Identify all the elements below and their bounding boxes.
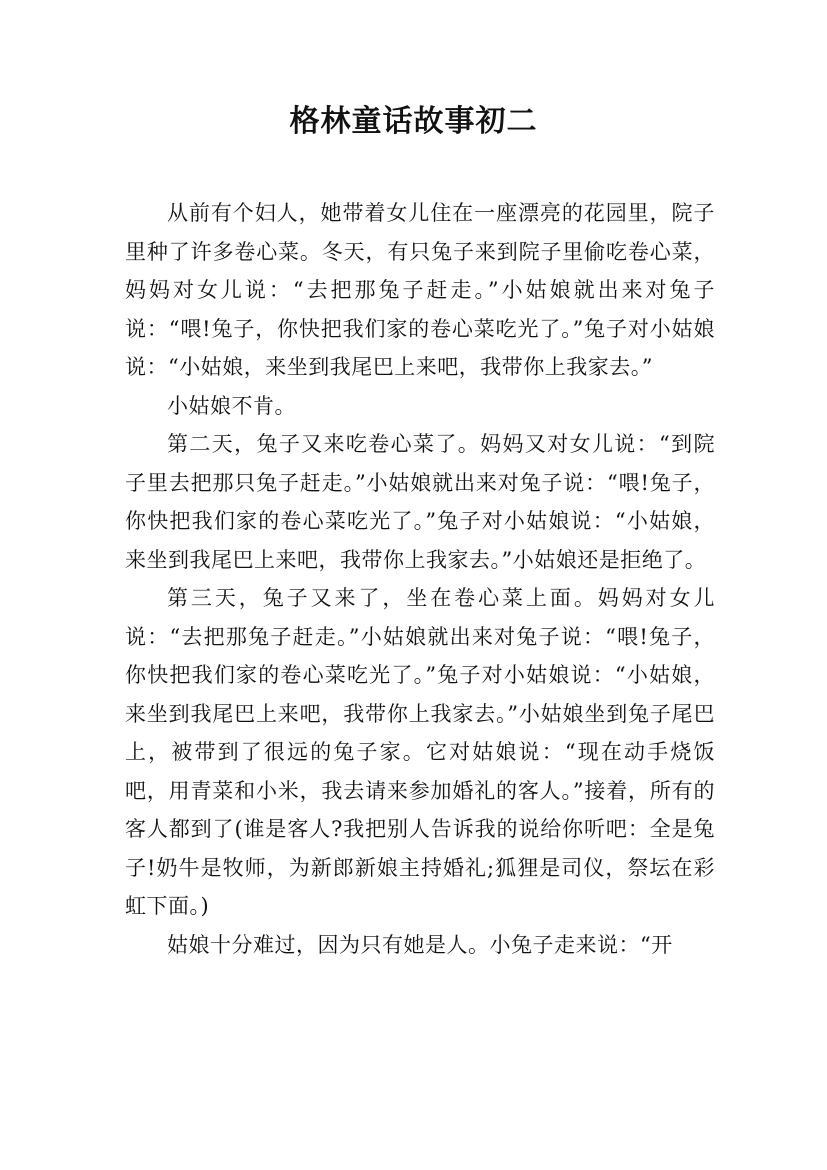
paragraph-4: 第三天，兔子又来了，坐在卷心菜上面。妈妈对女儿说：“去把那兔子赶走。”小姑娘就出来对兔子说：“喂!兔子，你快把我们家的卷心菜吃光了。”兔子对小姑娘说：“小姑娘，来坐到我尾巴上来吧，我带你上我家去。”小姑娘坐到兔子尾巴上，被带到了很远的兔子家。它对姑娘说：“现在动手烧饭吧，用青菜和小米，我去请来参加婚礼的客人。”接着，所有的客人都到了(谁是客人?我把别人告诉我的说给你听吧：全是兔子!奶牛是牧师，为新郎新娘主持婚礼;狐狸是司仪，祭坛在彩虹下面。) (125, 586, 715, 918)
paragraph-2: 小姑娘不肯。 (167, 393, 296, 418)
paragraph-1: 从前有个妇人，她带着女儿住在一座漂亮的花园里，院子里种了许多卷心菜。冬天，有只兔子来到院子里偷吃卷心菜，妈妈对女儿说：“去把那兔子赶走。”小姑娘就出来对兔子说：“喂!兔子，你快把我们家的卷心菜吃光了。”兔子对小姑娘说：“小姑娘，来坐到我尾巴上来吧，我带你上我家去。” (125, 201, 715, 379)
document-title: 格林童话故事初二 (289, 104, 538, 139)
paragraph-3: 第二天，兔子又来吃卷心菜了。妈妈又对女儿说：“到院子里去把那只兔子赶走。”小姑娘就出来对兔子说：“喂!兔子，你快把我们家的卷心菜吃光了。”兔子对小姑娘说：“小姑娘，来坐到我尾巴上来吧，我带你上我家去。”小姑娘还是拒绝了。 (125, 432, 715, 572)
document-body (125, 194, 715, 964)
paragraph-5: 姑娘十分难过，因为只有她是人。小兔子走来说：“开 (167, 932, 673, 957)
